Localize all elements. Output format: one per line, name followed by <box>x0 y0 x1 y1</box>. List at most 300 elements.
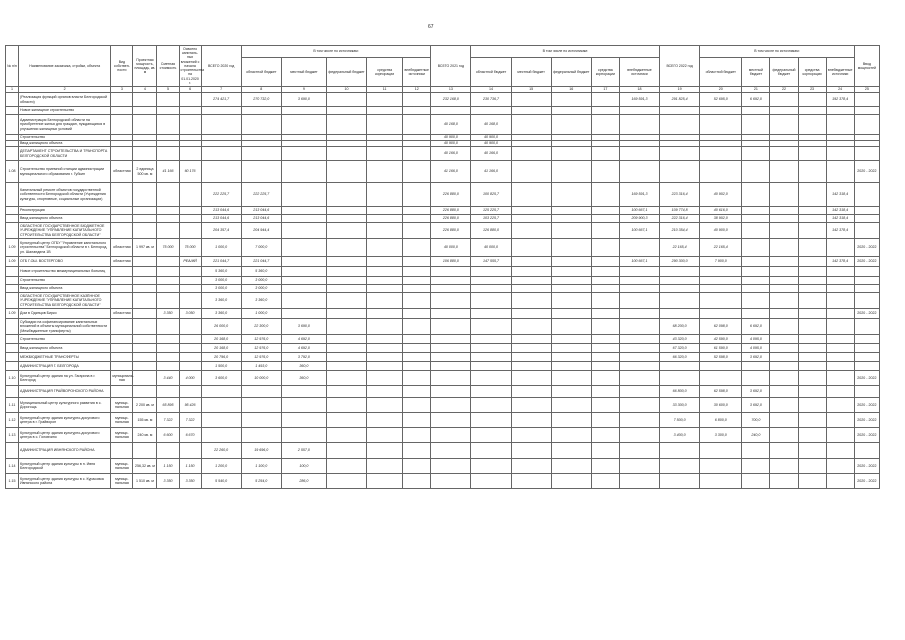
row-value <box>403 319 431 335</box>
row-number <box>6 207 19 215</box>
row-value <box>471 335 511 344</box>
row-cell: 2020 - 2022 <box>854 398 879 413</box>
row-value <box>431 267 471 277</box>
row-value <box>619 398 659 413</box>
row-value <box>700 147 742 161</box>
row-value: 226 880,0 <box>431 223 471 239</box>
row-value <box>770 474 798 489</box>
row-value <box>403 474 431 489</box>
row-value <box>619 344 659 353</box>
row-value: 3 000,0 <box>241 277 281 285</box>
row-cell <box>133 257 157 267</box>
row-value <box>326 459 366 474</box>
row-value <box>431 353 471 362</box>
header-corporation-2022: средства корпорации <box>798 58 826 87</box>
row-value <box>798 362 826 371</box>
row-cell <box>854 386 879 398</box>
header-regional-2020: областной бюджет <box>241 58 281 87</box>
table-row <box>6 309 880 319</box>
row-value <box>326 207 366 215</box>
row-value <box>431 277 471 285</box>
row-value <box>281 386 326 398</box>
row-cell <box>854 362 879 371</box>
row-value: 360,0 <box>281 371 326 386</box>
row-value: 3 690,0 <box>281 319 326 335</box>
row-value: 66 320,0 <box>660 353 700 362</box>
row-value <box>403 115 431 135</box>
row-value <box>511 371 551 386</box>
row-value: 3 360,0 <box>241 293 281 309</box>
row-value <box>157 147 179 161</box>
row-value <box>770 371 798 386</box>
row-value <box>619 443 659 459</box>
row-cell <box>854 344 879 353</box>
row-value <box>471 413 511 428</box>
row-value <box>619 371 659 386</box>
row-value: 232 168,0 <box>431 93 471 107</box>
row-value <box>700 362 742 371</box>
row-name: Строительство приемной станции администрации муниципального образования г. Губкин <box>19 161 111 183</box>
row-value <box>619 147 659 161</box>
table-row <box>6 428 880 443</box>
row-cell: муници-пальная <box>111 459 133 474</box>
row-value <box>700 161 742 183</box>
row-value <box>798 147 826 161</box>
row-value <box>367 257 403 267</box>
row-value <box>511 398 551 413</box>
row-value <box>403 413 431 428</box>
row-value <box>742 147 770 161</box>
row-value <box>660 285 700 293</box>
row-cell <box>133 147 157 161</box>
row-value <box>770 215 798 223</box>
row-value: 6 692,0 <box>742 93 770 107</box>
row-value <box>619 239 659 257</box>
row-value <box>326 239 366 257</box>
row-value <box>591 362 619 371</box>
row-value <box>591 443 619 459</box>
row-value <box>157 386 179 398</box>
row-value <box>367 362 403 371</box>
row-value <box>367 267 403 277</box>
row-value: 4 000 <box>179 371 201 386</box>
row-value <box>619 293 659 309</box>
row-value <box>431 398 471 413</box>
row-value <box>551 161 591 183</box>
row-cell: 2020 - 2022 <box>854 309 879 319</box>
row-value <box>179 443 201 459</box>
row-number <box>6 183 19 207</box>
header-mastered: Освоено капиталь-ных вложений с начала строительства на 01.01.2020 г. <box>180 47 205 85</box>
row-value <box>591 371 619 386</box>
row-value <box>742 459 770 474</box>
row-value <box>551 207 591 215</box>
row-value <box>798 428 826 443</box>
row-value: 126 880,0 <box>471 223 511 239</box>
row-value: 4 692,0 <box>281 344 326 353</box>
row-value: 7 322 <box>157 413 179 428</box>
row-value <box>326 309 366 319</box>
row-value: 67 320,0 <box>660 344 700 353</box>
row-value <box>826 239 854 257</box>
row-value <box>281 223 326 239</box>
row-value: 40 900,0 <box>471 141 511 147</box>
row-name: АДМИНИСТРАЦИЯ Г. БЕЛГОРОДА <box>19 362 111 371</box>
row-value <box>551 459 591 474</box>
row-value <box>403 277 431 285</box>
row-number <box>6 344 19 353</box>
row-value <box>551 277 591 285</box>
header-sources-2021: В том числе по источникам: <box>471 46 660 58</box>
row-value <box>241 115 281 135</box>
row-value <box>619 285 659 293</box>
row-value <box>770 93 798 107</box>
row-value <box>281 277 326 285</box>
row-value <box>700 107 742 115</box>
row-value: 4 692,0 <box>281 335 326 344</box>
row-value <box>471 267 511 277</box>
header-capacity: Проектная мощность, площадь, кв. м <box>133 46 157 87</box>
row-value <box>326 413 366 428</box>
row-value <box>660 293 700 309</box>
row-value: 22 300,0 <box>241 319 281 335</box>
row-value: 22 260,0 <box>201 443 241 459</box>
row-value: 40 900,0 <box>700 223 742 239</box>
row-value <box>770 277 798 285</box>
row-value <box>619 362 659 371</box>
row-value <box>201 107 241 115</box>
row-value <box>367 371 403 386</box>
row-value <box>551 371 591 386</box>
row-value <box>281 147 326 161</box>
row-cell: муници-пальная <box>111 413 133 428</box>
row-cell <box>854 443 879 459</box>
row-value <box>471 344 511 353</box>
row-value <box>770 161 798 183</box>
row-cell <box>854 207 879 215</box>
row-cell <box>111 277 133 285</box>
row-value <box>551 319 591 335</box>
row-value <box>700 285 742 293</box>
row-value <box>367 335 403 344</box>
row-value <box>591 344 619 353</box>
row-value <box>367 223 403 239</box>
row-value <box>742 239 770 257</box>
row-value <box>770 362 798 371</box>
row-value: 20 796,0 <box>201 353 241 362</box>
row-value <box>660 443 700 459</box>
row-value <box>798 459 826 474</box>
row-value: 169 591,3 <box>619 183 659 207</box>
row-value <box>798 257 826 267</box>
row-value: 286,0 <box>281 474 326 489</box>
row-value: 204 357,4 <box>201 223 241 239</box>
row-value <box>471 443 511 459</box>
row-value <box>551 362 591 371</box>
table-row <box>6 344 880 353</box>
row-cell <box>111 353 133 362</box>
row-value: 5 540,0 <box>201 474 241 489</box>
row-cell <box>111 207 133 215</box>
row-value <box>511 215 551 223</box>
row-value: 223 316,4 <box>660 183 700 207</box>
row-value <box>700 115 742 135</box>
row-value <box>367 285 403 293</box>
row-value <box>660 147 700 161</box>
row-value: 222 225,7 <box>241 183 281 207</box>
row-value <box>471 107 511 115</box>
row-value <box>511 257 551 267</box>
row-value <box>826 161 854 183</box>
row-value <box>700 474 742 489</box>
row-value <box>431 443 471 459</box>
row-value <box>179 147 201 161</box>
row-value <box>326 443 366 459</box>
row-value <box>826 319 854 335</box>
row-cell <box>854 107 879 115</box>
header-num: № п/п <box>6 46 19 87</box>
row-value <box>281 107 326 115</box>
row-cell: муници-пальная <box>111 474 133 489</box>
row-value: 106 880,0 <box>431 257 471 267</box>
column-number: 13 <box>431 87 471 93</box>
page-number: 67 <box>428 24 434 30</box>
row-name: Строительство <box>19 277 111 285</box>
row-value <box>591 257 619 267</box>
row-cell <box>133 285 157 293</box>
column-number: 23 <box>798 87 826 93</box>
row-value <box>798 319 826 335</box>
row-value: 226 880,0 <box>431 215 471 223</box>
row-value <box>471 277 511 285</box>
row-value <box>179 267 201 277</box>
row-value <box>326 215 366 223</box>
column-number: 25 <box>854 87 879 93</box>
row-value <box>826 362 854 371</box>
row-value <box>826 413 854 428</box>
row-value <box>157 107 179 115</box>
row-cell: областная <box>111 257 133 267</box>
table-row <box>6 413 880 428</box>
row-cell <box>133 215 157 223</box>
row-cell <box>133 107 157 115</box>
row-value <box>281 183 326 207</box>
row-value: 270 732,0 <box>241 93 281 107</box>
row-number: 1.09 <box>6 309 19 319</box>
row-cell: 2020 - 2022 <box>854 428 879 443</box>
row-value <box>591 428 619 443</box>
row-value <box>403 293 431 309</box>
row-value <box>179 277 201 285</box>
row-value <box>403 362 431 371</box>
row-cell <box>854 93 879 107</box>
row-number: 1.15 <box>6 474 19 489</box>
row-value <box>179 285 201 293</box>
row-value: 40 900,0 <box>431 141 471 147</box>
row-value: 100 667,1 <box>619 223 659 239</box>
row-value <box>326 93 366 107</box>
row-name: Ввод жилищного объекта <box>19 344 111 353</box>
row-value <box>619 277 659 285</box>
row-value <box>591 474 619 489</box>
row-value <box>326 115 366 135</box>
row-value <box>511 319 551 335</box>
row-value: 1 150 <box>179 459 201 474</box>
row-value <box>770 335 798 344</box>
row-value: 65 895 <box>157 398 179 413</box>
row-value <box>551 215 591 223</box>
row-value <box>798 267 826 277</box>
row-value <box>157 257 179 267</box>
row-value: 1 000,0 <box>201 239 241 257</box>
row-name: Новое строительство межмуниципальных больниц <box>19 267 111 277</box>
row-cell <box>133 207 157 215</box>
row-value <box>403 398 431 413</box>
row-cell <box>133 115 157 135</box>
row-value <box>551 93 591 107</box>
row-number: 1.12 <box>6 413 19 428</box>
row-value <box>281 267 326 277</box>
row-cell <box>111 293 133 309</box>
row-value <box>770 115 798 135</box>
row-value: 40 168,0 <box>431 115 471 135</box>
row-value <box>826 398 854 413</box>
row-cell <box>111 335 133 344</box>
row-value: 3 000,0 <box>201 285 241 293</box>
row-value <box>326 371 366 386</box>
row-value <box>551 115 591 135</box>
row-value <box>742 161 770 183</box>
column-number: 10 <box>326 87 366 93</box>
row-value <box>770 398 798 413</box>
row-value <box>660 371 700 386</box>
table-row <box>6 107 880 115</box>
column-number: 14 <box>471 87 511 93</box>
row-value <box>551 107 591 115</box>
row-value: 3 000,0 <box>241 285 281 293</box>
row-value: 142 378,4 <box>826 223 854 239</box>
row-value <box>619 115 659 135</box>
row-value: 19 696,0 <box>241 443 281 459</box>
column-number: 11 <box>367 87 403 93</box>
table-row <box>6 277 880 285</box>
row-cell: 256,32 кв. м <box>133 459 157 474</box>
row-number: 1.09 <box>6 239 19 257</box>
row-value: 40 166,0 <box>471 147 511 161</box>
row-cell <box>133 335 157 344</box>
row-name: Муниципальный центр культурного развития в с. Дорогощь <box>19 398 111 413</box>
row-value: 230 736,7 <box>471 93 511 107</box>
row-value <box>619 459 659 474</box>
row-value <box>619 107 659 115</box>
row-cell <box>133 267 157 277</box>
row-value <box>591 183 619 207</box>
row-value: 100 667,1 <box>619 207 659 215</box>
row-value <box>403 183 431 207</box>
row-cell <box>133 183 157 207</box>
row-value <box>591 459 619 474</box>
row-value <box>326 335 366 344</box>
row-value <box>591 277 619 285</box>
row-value <box>511 386 551 398</box>
row-value <box>826 147 854 161</box>
header-local-2021: местный бюджет <box>511 58 551 87</box>
row-name: АДМИНИСТРАЦИЯ ИВНЯНСКОГО РАЙОНА <box>19 443 111 459</box>
row-cell: 2020 - 2022 <box>854 161 879 183</box>
row-value: 360,0 <box>281 362 326 371</box>
row-value <box>511 207 551 215</box>
row-value <box>326 277 366 285</box>
row-value: 210 354,4 <box>660 223 700 239</box>
row-value <box>551 257 591 267</box>
column-number: 6 <box>179 87 201 93</box>
row-value <box>591 215 619 223</box>
row-value: 213 044,6 <box>201 215 241 223</box>
row-cell <box>133 223 157 239</box>
row-value <box>511 474 551 489</box>
header-total-2022: ВСЕГО 2022 год <box>660 46 700 87</box>
row-name: Культурный центр здания на ул. Гагарина в г. Белгород <box>19 371 111 386</box>
row-value: 3 350 <box>179 474 201 489</box>
row-value: 7 000,0 <box>241 239 281 257</box>
row-value <box>551 386 591 398</box>
row-cell: областная <box>111 309 133 319</box>
row-value <box>157 353 179 362</box>
row-value <box>326 107 366 115</box>
row-value <box>770 107 798 115</box>
table-row <box>6 285 880 293</box>
column-number: 16 <box>551 87 591 93</box>
row-value <box>157 207 179 215</box>
row-value <box>770 285 798 293</box>
row-cell: 2020 - 2022 <box>854 474 879 489</box>
row-value <box>742 107 770 115</box>
column-number: 1 <box>6 87 19 93</box>
row-value <box>826 309 854 319</box>
header-local-2020: местный бюджет <box>281 58 326 87</box>
column-number: 3 <box>111 87 133 93</box>
row-value <box>403 443 431 459</box>
table-row <box>6 147 880 161</box>
row-value <box>201 161 241 183</box>
row-value <box>367 277 403 285</box>
row-value <box>619 335 659 344</box>
row-value <box>591 93 619 107</box>
row-value <box>157 443 179 459</box>
row-value: 7 322 <box>179 413 201 428</box>
row-cell <box>854 293 879 309</box>
row-value: 5 360,0 <box>201 267 241 277</box>
row-name: Культурный центр здания культуры в с. Курасовка Ивнянского района <box>19 474 111 489</box>
row-value <box>619 267 659 277</box>
row-number <box>6 293 19 309</box>
row-name: Субсидии на софинансирование капитальных вложений в объекты муниципальной собственности (Межбюджетные трансферты) <box>19 319 111 335</box>
row-cell <box>133 371 157 386</box>
row-value <box>179 207 201 215</box>
row-name: ОБЛАСТНОЕ ГОСУДАРСТВЕННОЕ БЮДЖЕТНОЕ УЧРЕЖДЕНИЕ "УПРАВЛЕНИЕ КАПИТАЛЬНОГО СТРОИТЕЛЬСТВА БЕЛГОРОДСКОЙ ОБЛАСТИ" <box>19 223 111 239</box>
row-value <box>591 309 619 319</box>
row-value: 10 000,0 <box>241 371 281 386</box>
row-value <box>770 319 798 335</box>
row-number <box>6 353 19 362</box>
row-value <box>179 362 201 371</box>
row-value <box>367 293 403 309</box>
row-number <box>6 107 19 115</box>
row-value <box>431 371 471 386</box>
row-value <box>551 428 591 443</box>
row-value: 147 555,7 <box>471 257 511 267</box>
row-name: ОБЛАСТНОЕ ГОСУДАРСТВЕННОЕ КАЗЁННОЕ УЧРЕЖДЕНИЕ "УПРАВЛЕНИЕ КАПИТАЛЬНОГО СТРОИТЕЛЬСТВА БЕЛГОРОДСКОЙ ОБЛАСТИ" <box>19 293 111 309</box>
